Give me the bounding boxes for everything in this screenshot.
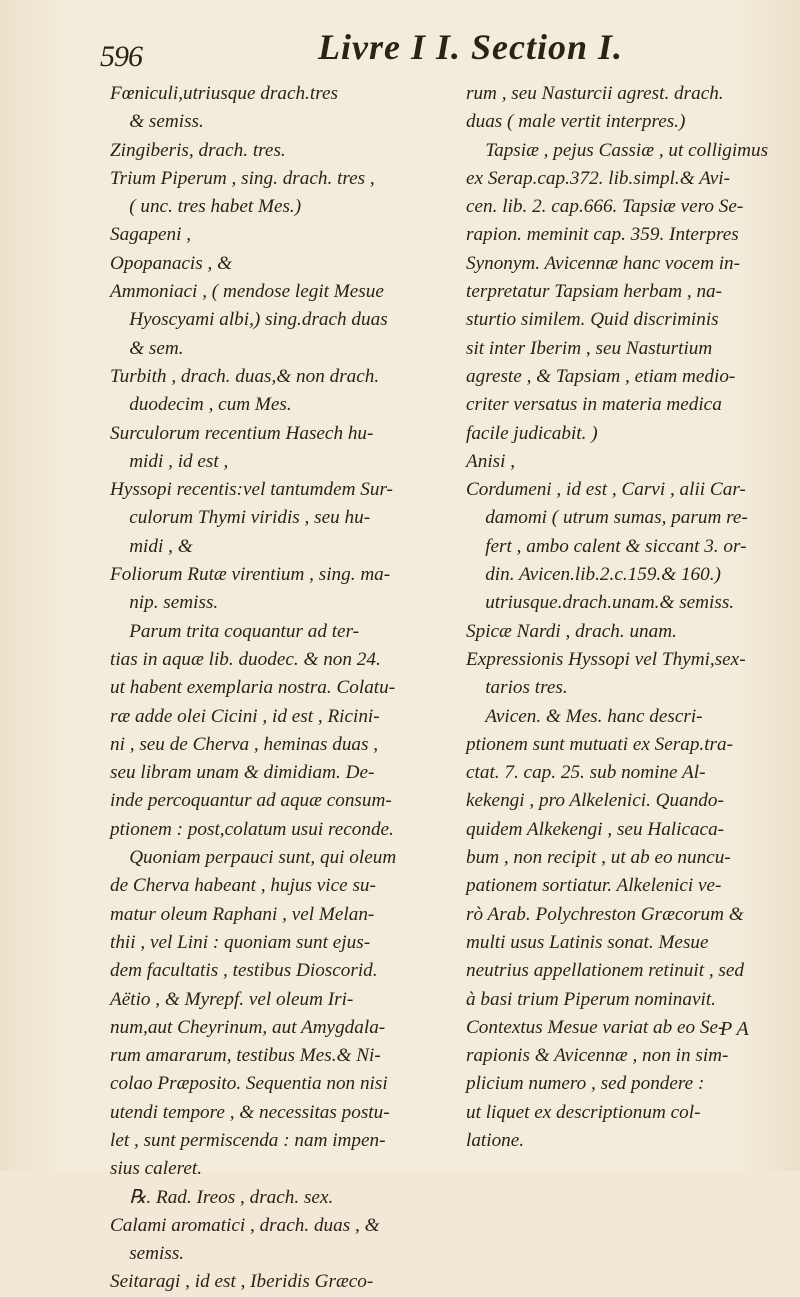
text-line: latione.: [466, 1129, 525, 1151]
text-line: ni , seu de Cherva , heminas duas ,: [110, 733, 379, 755]
text-line: Synonym. Avicennæ hanc vocem in-: [466, 252, 741, 274]
text-line: & sem.: [110, 337, 184, 359]
text-line: ptionem : post,colatum usui reconde.: [110, 818, 394, 840]
text-line: Calami aromatici , drach. duas , &: [110, 1214, 380, 1236]
text-line: agreste , & Tapsiam , etiam medio-: [466, 365, 736, 387]
text-line: criter versatus in materia medica: [466, 394, 722, 416]
text-line: Hyssopi recentis:vel tantumdem Sur-: [110, 479, 393, 501]
text-line: Seitaragi , id est , Iberidis Græco-: [110, 1271, 374, 1293]
text-line: rum , seu Nasturcii agrest. drach.: [466, 83, 724, 104]
text-line: let , sunt permiscenda : nam impen-: [110, 1129, 386, 1151]
text-line: rò Arab. Polychreston Græcorum &: [466, 903, 744, 925]
page-header: [0, 18, 800, 78]
text-line: Fœniculi,utriusque drach.tres: [110, 83, 338, 104]
text-line: ctat. 7. cap. 25. sub nomine Al-: [466, 762, 706, 784]
text-line: ( unc. tres habet Mes.): [110, 196, 302, 218]
text-line: rapion. meminit cap. 359. Interpres: [466, 224, 739, 246]
page-number: 596: [100, 40, 142, 73]
text-line: rum amararum, testibus Mes.& Ni-: [110, 1045, 381, 1067]
text-line: & semiss.: [110, 111, 204, 133]
text-line: ℞. Rad. Ireos , drach. sex.: [110, 1186, 334, 1208]
text-line: facile judicabit. ): [466, 422, 598, 444]
text-line: terpretatur Tapsiam herbam , na-: [466, 281, 723, 303]
text-line: Hyoscyami albi,) sing.drach duas: [110, 309, 388, 331]
text-line: sius caleret.: [110, 1158, 203, 1180]
text-line: ex Serap.cap.372. lib.simpl.& Avi-: [466, 167, 730, 189]
text-line: Opopanacis , &: [110, 252, 233, 274]
text-line: ræ adde olei Cicini , id est , Ricini-: [110, 705, 380, 727]
text-line: de Cherva habeant , hujus vice su-: [110, 875, 376, 897]
text-line: Trium Piperum , sing. drach. tres ,: [110, 167, 375, 189]
text-line: pationem sortiatur. Alkelenici ve-: [466, 875, 722, 897]
text-line: damomi ( utrum sumas, parum re-: [466, 507, 748, 529]
text-line: nip. semiss.: [110, 592, 219, 614]
text-line: tarios tres.: [466, 677, 568, 699]
text-line: kekengi , pro Alkelenici. Quando-: [466, 790, 724, 812]
text-line: multi usus Latinis sonat. Mesue: [466, 931, 709, 953]
text-line: Parum trita coquantur ad ter-: [110, 620, 360, 642]
text-line: quidem Alkekengi , seu Halicaca-: [466, 818, 725, 840]
text-line: neutrius appellationem retinuit , sed: [466, 960, 745, 982]
text-line: bum , non recipit , ut ab eo nuncu-: [466, 847, 731, 869]
text-line: utriusque.drach.unam.& semiss.: [466, 592, 735, 614]
text-line: Aëtio , & Myrepf. vel oleum Iri-: [110, 988, 354, 1010]
text-line: inde percoquantur ad aquæ consum-: [110, 790, 392, 812]
text-line: colao Præposito. Sequentia non nisi: [110, 1073, 388, 1095]
text-line: Expressionis Hyssopi vel Thymi,sex-: [466, 648, 746, 670]
text-line: duas ( male vertit interpres.): [466, 111, 686, 133]
text-line: tias in aquæ lib. duodec. & non 24.: [110, 648, 381, 670]
text-line: plicium numero , sed pondere :: [466, 1073, 705, 1095]
text-line: Spicæ Nardi , drach. unam.: [466, 620, 677, 642]
text-line: sturtio similem. Quid discriminis: [466, 309, 719, 331]
text-line: Tapsiæ , pejus Cassiæ , ut colligimus: [466, 139, 769, 161]
text-line: ut liquet ex descriptionum col-: [466, 1101, 701, 1123]
text-line: dem facultatis , testibus Dioscorid.: [110, 960, 378, 982]
right-text-column: [466, 80, 788, 1155]
text-line: Turbith , drach. duas,& non drach.: [110, 365, 380, 387]
text-line: Sagapeni ,: [110, 224, 192, 246]
text-line: num,aut Cheyrinum, aut Amygdala-: [110, 1016, 386, 1038]
text-line: semiss.: [110, 1243, 185, 1265]
text-line: culorum Thymi viridis , seu hu-: [110, 507, 371, 529]
text-line: à basi trium Piperum nominavit.: [466, 988, 716, 1010]
text-line: Contextus Mesue variat ab eo Se-: [466, 1016, 725, 1038]
text-line: midi , id est ,: [110, 450, 229, 472]
text-line: fert , ambo calent & siccant 3. or-: [466, 535, 747, 557]
text-line: ptionem sunt mutuati ex Serap.tra-: [466, 733, 733, 755]
text-line: Ammoniaci , ( mendose legit Mesue: [110, 281, 384, 303]
text-line: Cordumeni , id est , Carvi , alii Car-: [466, 479, 746, 501]
text-line: midi , &: [110, 535, 193, 557]
text-line: Foliorum Rutæ virentium , sing. ma-: [110, 564, 391, 586]
text-line: din. Avicen.lib.2.c.159.& 160.): [466, 564, 721, 586]
left-text-column: [110, 80, 440, 1297]
text-line: utendi tempore , & necessitas postu-: [110, 1101, 390, 1123]
text-line: thii , vel Lini : quoniam sunt ejus-: [110, 931, 371, 953]
text-line: Anisi ,: [466, 450, 516, 472]
text-line: matur oleum Raphani , vel Melan-: [110, 903, 375, 925]
text-line: sit inter Iberim , seu Nasturtium: [466, 337, 713, 359]
catchword: P A: [720, 1018, 749, 1040]
text-line: cen. lib. 2. cap.666. Tapsiæ vero Se-: [466, 196, 744, 218]
text-line: Surculorum recentium Hasech hu-: [110, 422, 374, 444]
text-line: Avicen. & Mes. hanc descri-: [466, 705, 703, 727]
text-line: seu libram unam & dimidiam. De-: [110, 762, 375, 784]
text-line: ut habent exemplaria nostra. Colatu-: [110, 677, 396, 699]
text-line: Zingiberis, drach. tres.: [110, 139, 286, 161]
text-line: duodecim , cum Mes.: [110, 394, 292, 416]
text-line: rapionis & Avicennæ , non in sim-: [466, 1045, 729, 1067]
text-line: Quoniam perpauci sunt, qui oleum: [110, 847, 397, 869]
running-title: Livre I I. Section I.: [318, 27, 623, 67]
